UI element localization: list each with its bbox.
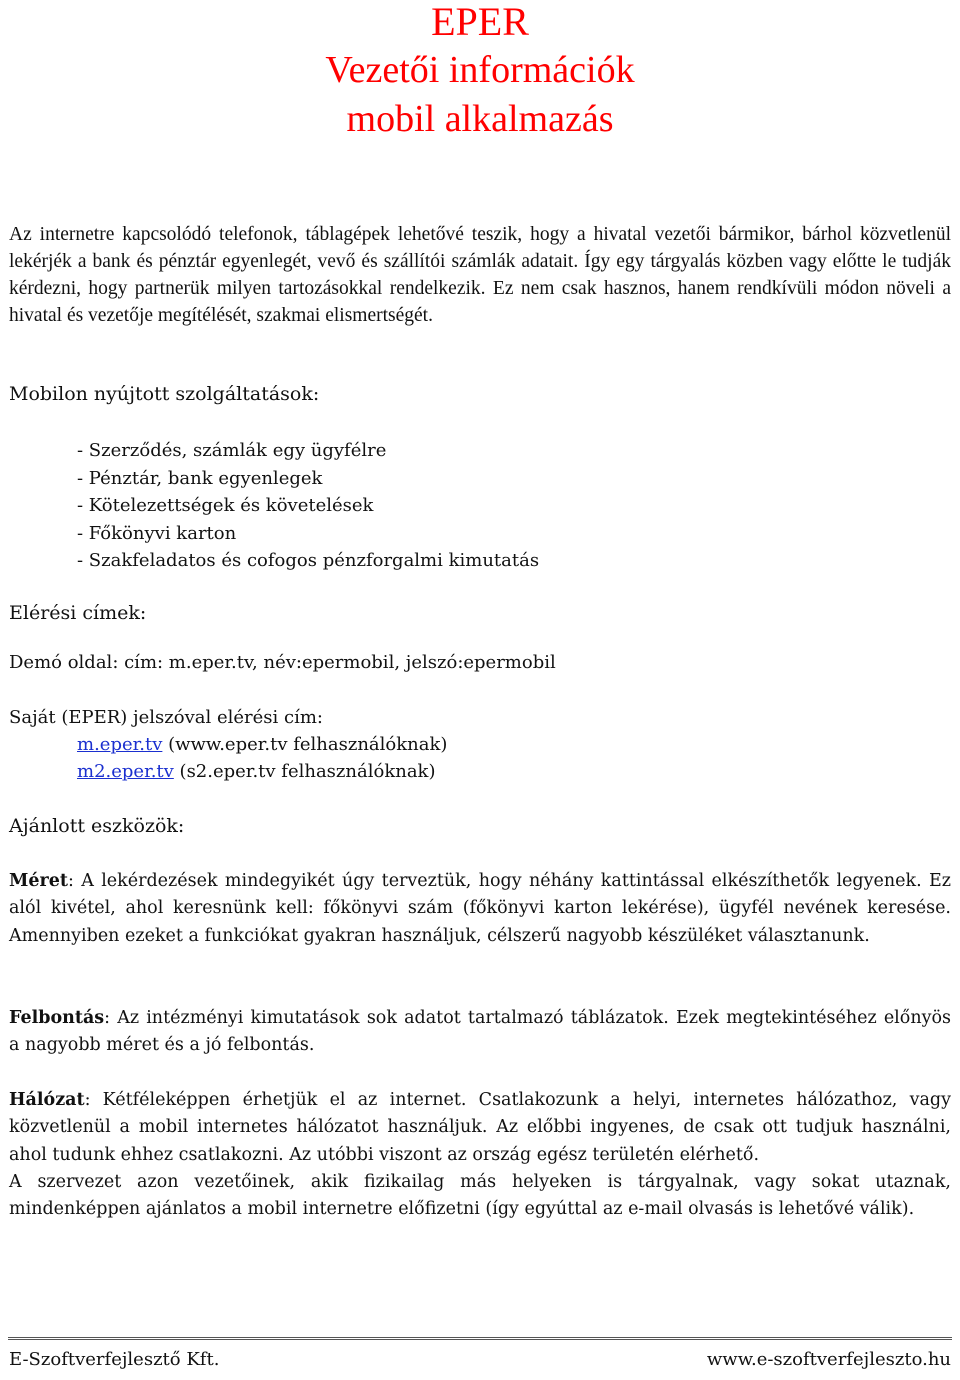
footer-divider: [8, 1337, 952, 1340]
access-heading: Elérési címek:: [9, 602, 147, 624]
services-heading: Mobilon nyújtott szolgáltatások:: [9, 383, 320, 405]
list-item: - Pénztár, bank egyenlegek: [77, 467, 323, 489]
network-text: : Kétféleképpen érhetjük el az internet. Csatlakozunk a helyi, internetes hálózathoz, vagy közvetlenül a mobil internetes hálózatot használjuk. Az előbbi ingyenes, de csak ott tudjuk használni, ahol tudunk ehhez csatlakozni. Az utóbbi viszont az ország egész területén elérhető.: [9, 1090, 951, 1165]
resolution-paragraph: [9, 1005, 951, 1060]
network-paragraph: [9, 1087, 951, 1223]
link-1-note: (www.eper.tv felhasználóknak): [162, 734, 448, 755]
size-label: Méret: [9, 871, 68, 891]
footer-company: E-Szoftverfejlesztő Kft.: [9, 1349, 220, 1370]
title-line-1: EPER: [431, 0, 529, 44]
size-text: : A lekérdezések mindegyikét úgy terveztük, hogy néhány kattintással elkészíthetők legyenek. Ez alól kivétel, ahol keresnünk kell: főkönyvi szám (főkönyvi karton lekérése), ügyfél nevének keresése. Amennyiben ezeket a funkciókat gyakran használjuk, célszerű nagyobb készüléket választanunk.: [9, 871, 951, 946]
network-text-2: A szervezet azon vezetőinek, akik fizikailag más helyeken is tárgyalnak, vagy sokat utaznak, mindenképpen ajánlatos a mobil internetre előfizetni (így egyúttal az e-mail olvasás is lehetővé válik).: [9, 1171, 951, 1220]
size-paragraph: [9, 868, 951, 950]
title-line-3: mobil alkalmazás: [346, 98, 614, 140]
title-line-2: Vezetői információk: [325, 49, 635, 91]
access-link-row-2: [77, 761, 435, 782]
list-item: - Szerződés, számlák egy ügyfélre: [77, 440, 387, 461]
link-m-eper[interactable]: m.eper.tv: [77, 734, 163, 755]
intro-text: Az internetre kapcsolódó telefonok, táblagépek lehetővé teszik, hogy a hivatal vezetői bármikor, bárhol közvetlenül lekérjék a bank és pénztár egyenlegét, vevő és szállítói számlák adatait. Így egy tárgyalás közben vagy előtte le tudják kérdezni, hogy partnerük milyen tartozásokkal rendelkezik. Ez nem csak hasznos, hanem rendkívüli módon növeli a hivatal és vezetője megítélését, szakmai elismertségét.: [9, 224, 951, 326]
footer-website[interactable]: www.e-szoftverfejleszto.hu: [706, 1349, 951, 1370]
document-title: [0, 0, 960, 144]
resolution-label: Felbontás: [9, 1008, 105, 1028]
own-access-label: Saját (EPER) jelszóval elérési cím:: [9, 707, 323, 728]
services-list: [77, 437, 539, 575]
link-2-note: (s2.eper.tv felhasználóknak): [173, 761, 436, 782]
intro-paragraph: [9, 221, 951, 329]
list-item: - Szakfeladatos és cofogos pénzforgalmi kimutatás: [77, 550, 540, 571]
list-item: - Főkönyvi karton: [77, 522, 237, 544]
resolution-text: : Az intézményi kimutatások sok adatot tartalmazó táblázatok. Ezek megtekintéséhez előnyös a nagyobb méret és a jó felbontás.: [9, 1008, 951, 1056]
network-label: Hálózat: [9, 1090, 85, 1110]
link-m2-eper[interactable]: m2.eper.tv: [77, 761, 174, 782]
demo-address: Demó oldal: cím: m.eper.tv, név:epermobil, jelszó:epermobil: [9, 652, 556, 673]
access-link-row-1: [77, 734, 447, 755]
list-item: - Kötelezettségek és követelések: [77, 495, 374, 516]
tools-heading: Ajánlott eszközök:: [9, 815, 185, 837]
